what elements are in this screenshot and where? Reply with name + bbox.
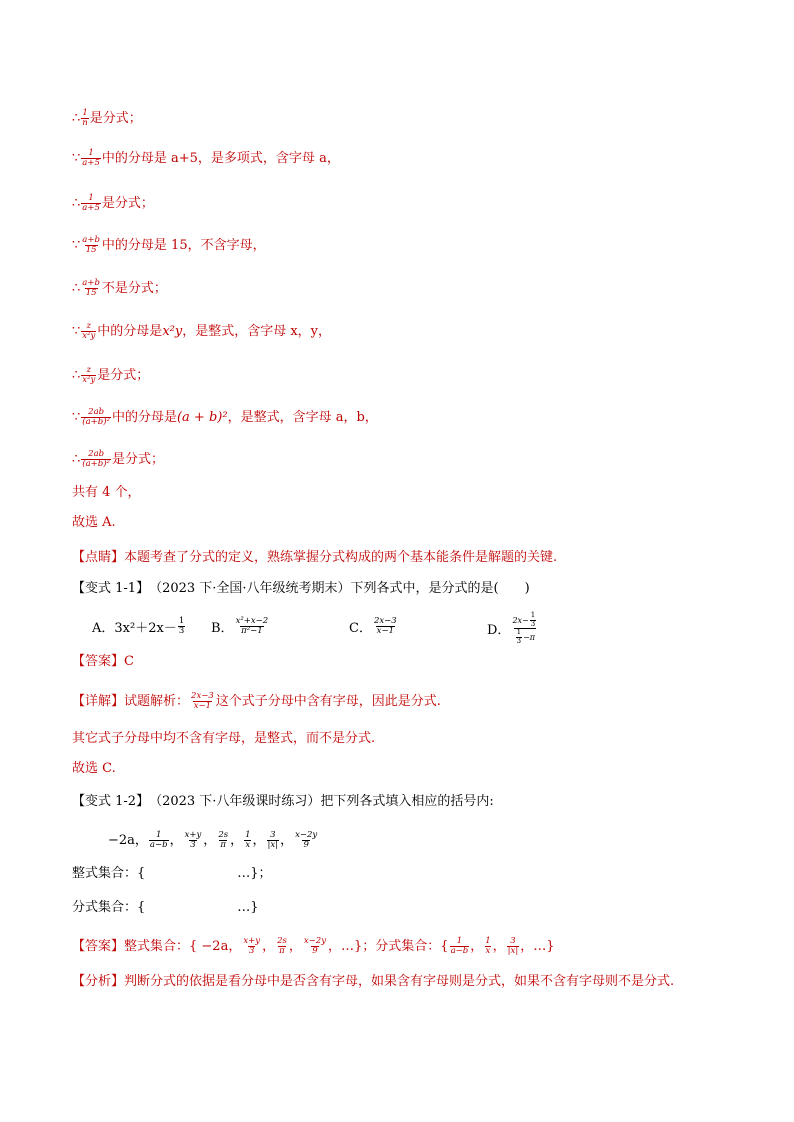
math-expression: x²y bbox=[162, 323, 183, 339]
option-b bbox=[211, 617, 270, 636]
numerator: 1 bbox=[245, 830, 251, 840]
denominator: π bbox=[279, 946, 285, 956]
answer-text: …}；分式集合：{ bbox=[341, 938, 449, 954]
total-count bbox=[72, 485, 141, 501]
analysis-line bbox=[72, 974, 674, 990]
denominator: a+5 bbox=[82, 158, 100, 168]
option-label: B． bbox=[211, 621, 234, 636]
denominator: n bbox=[82, 118, 88, 128]
denominator: 3 bbox=[190, 840, 196, 850]
numerator: x²+x−2 bbox=[235, 616, 269, 626]
line-6 bbox=[72, 322, 331, 341]
denominator: 15 bbox=[85, 288, 97, 298]
numerator: 3 bbox=[270, 830, 276, 840]
fraction bbox=[276, 937, 288, 956]
question-text: （2023 下·全国·八年级统考期末）下列各式中，是分式的是( ) bbox=[149, 581, 530, 596]
fraction bbox=[81, 194, 101, 213]
denominator bbox=[514, 628, 536, 645]
line-text: 不是分式； bbox=[101, 280, 167, 296]
numerator: 2x−3 bbox=[373, 616, 397, 626]
variant-tag: 【变式 1-1】 bbox=[72, 581, 150, 596]
variant-tag: 【变式 1-2】 bbox=[72, 794, 150, 809]
fraction bbox=[81, 408, 111, 427]
denominator: π bbox=[220, 840, 226, 850]
fraction bbox=[81, 236, 101, 255]
set-tail: …} bbox=[237, 900, 259, 915]
denominator: |x| bbox=[507, 946, 519, 956]
denominator: |x| bbox=[267, 840, 279, 850]
detail-line-2 bbox=[72, 731, 375, 747]
inner-fraction bbox=[516, 629, 522, 645]
line-text: 故选 A. bbox=[72, 515, 116, 530]
denominator: a+5 bbox=[82, 203, 100, 213]
numerator: 1 bbox=[178, 616, 185, 626]
line-text: ，是整式，含字母 a，b， bbox=[227, 409, 378, 425]
option-c bbox=[349, 617, 399, 636]
numerator: x−2y bbox=[303, 936, 327, 946]
integer-set-line bbox=[72, 866, 272, 882]
denominator-text: −π bbox=[523, 632, 536, 642]
variant-1-1-question bbox=[72, 581, 530, 597]
separator: ， bbox=[203, 832, 217, 848]
fraction bbox=[244, 831, 251, 850]
numerator: 1 bbox=[88, 148, 94, 158]
answer-line-1 bbox=[72, 654, 134, 670]
separator: ， bbox=[288, 938, 302, 954]
denominator: π²−1 bbox=[241, 626, 263, 636]
denominator: x²y bbox=[82, 331, 96, 341]
numerator: z bbox=[86, 321, 92, 331]
numerator: x−2y bbox=[295, 830, 318, 840]
numerator: a+b bbox=[82, 235, 100, 245]
line-9 bbox=[72, 450, 164, 469]
line-5 bbox=[72, 279, 167, 298]
denominator: x²y bbox=[82, 375, 96, 385]
therefore-symbol: ∴ bbox=[72, 367, 81, 383]
question-text: （2023 下·八年级课时练习）把下列各式填入相应的括号内: bbox=[149, 794, 494, 809]
answer-text: C bbox=[124, 654, 134, 669]
option-a bbox=[92, 617, 186, 636]
fraction bbox=[178, 617, 185, 636]
fraction bbox=[190, 692, 215, 711]
numerator: 2s bbox=[218, 830, 229, 840]
option-label: A． bbox=[92, 621, 115, 636]
fraction bbox=[267, 831, 280, 850]
denominator: (a+b)² bbox=[82, 459, 110, 469]
line-text: 是分式； bbox=[101, 195, 154, 211]
separator: ， bbox=[328, 938, 342, 954]
line-3 bbox=[72, 194, 154, 213]
therefore-symbol: ∴ bbox=[72, 195, 81, 211]
fraction bbox=[450, 937, 470, 956]
line-4 bbox=[72, 236, 266, 255]
fraction bbox=[294, 831, 318, 850]
denominator: x bbox=[485, 946, 491, 956]
fraction bbox=[373, 617, 398, 636]
dianjing-text: 本题考查了分式的定义，熟练掌握分式构成的两个基本能条件是解题的关键. bbox=[124, 550, 558, 565]
separator: ， bbox=[470, 938, 484, 954]
line-text: 中的分母是 15，不含字母， bbox=[101, 237, 266, 253]
therefore-symbol: ∴ bbox=[72, 451, 81, 467]
separator: ， bbox=[252, 832, 266, 848]
line-text: 是分式； bbox=[111, 451, 164, 467]
numerator: 1 bbox=[82, 108, 88, 118]
fraction bbox=[242, 937, 261, 956]
choose-a bbox=[72, 515, 116, 531]
fraction bbox=[217, 831, 229, 850]
analysis-text: 判断分式的依据是看分母中是否含有字母，如果含有字母则是分式，如果不含有字母则不是分式. bbox=[124, 974, 675, 989]
answer-line-2 bbox=[72, 937, 555, 956]
expression-list bbox=[108, 831, 319, 850]
line-8 bbox=[72, 408, 378, 427]
answer-tag: 【答案】 bbox=[72, 938, 125, 954]
line-text: 共有 4 个， bbox=[72, 485, 141, 500]
numerator: 1 bbox=[516, 628, 522, 636]
denominator: 9 bbox=[303, 840, 309, 850]
inner-fraction bbox=[530, 612, 536, 628]
fraction bbox=[81, 279, 101, 298]
fraction bbox=[184, 831, 203, 850]
therefore-symbol: ∴ bbox=[72, 110, 81, 126]
numerator: 1 bbox=[156, 830, 162, 840]
numerator: 2ab bbox=[88, 407, 105, 417]
because-symbol: ∵ bbox=[72, 323, 81, 339]
denominator: 15 bbox=[85, 245, 97, 255]
denominator: a−b bbox=[450, 946, 469, 956]
denominator: a−b bbox=[149, 840, 168, 850]
line-2 bbox=[72, 149, 340, 168]
numerator: 1 bbox=[88, 193, 94, 203]
fraction bbox=[81, 149, 101, 168]
dianjing-line bbox=[72, 550, 557, 566]
set-label: 整式集合：{ bbox=[72, 866, 146, 881]
separator: ， bbox=[169, 832, 183, 848]
line-text: 是分式； bbox=[97, 367, 150, 383]
because-symbol: ∵ bbox=[72, 409, 81, 425]
line-text: 是分式； bbox=[89, 110, 142, 126]
set-tail: …}； bbox=[237, 866, 272, 881]
detail-text: 这个式子分母中含有字母，因此是分式. bbox=[215, 693, 441, 709]
separator: ， bbox=[262, 938, 276, 954]
nested-fraction bbox=[511, 612, 538, 645]
fraction bbox=[303, 937, 327, 956]
numerator: 3 bbox=[510, 936, 516, 946]
denominator: x bbox=[245, 840, 251, 850]
line-7 bbox=[72, 366, 149, 385]
option-expression: 3x²＋2x－ bbox=[114, 621, 177, 636]
separator: ， bbox=[230, 832, 244, 848]
numerator: a+b bbox=[82, 278, 100, 288]
line-text: ，是整式，含字母 x，y， bbox=[182, 323, 332, 339]
numerator-text: 2x− bbox=[512, 615, 529, 625]
denominator: (a+b)² bbox=[82, 417, 110, 427]
set-label: 分式集合：{ bbox=[72, 900, 146, 915]
analysis-tag: 【分析】 bbox=[72, 974, 125, 989]
variant-1-2-question bbox=[72, 794, 494, 810]
math-expression: (a + b)² bbox=[176, 409, 228, 425]
denominator: 9 bbox=[312, 946, 318, 956]
line-text: 故选 C. bbox=[72, 761, 116, 776]
fraction bbox=[235, 617, 270, 636]
separator: ， bbox=[520, 938, 534, 954]
denominator: 3 bbox=[178, 626, 185, 636]
fraction bbox=[81, 109, 88, 128]
fraction bbox=[149, 831, 169, 850]
detail-tag: 【详解】 bbox=[72, 693, 125, 709]
therefore-symbol: ∴ bbox=[72, 280, 81, 296]
answer-text: …} bbox=[533, 938, 555, 954]
dianjing-tag: 【点睛】 bbox=[72, 550, 125, 565]
denominator: 3 bbox=[516, 636, 522, 645]
line-text: 其它式子分母中均不含有字母，是整式，而不是分式. bbox=[72, 731, 376, 746]
answer-text: 整式集合：{ −2a， bbox=[124, 938, 242, 954]
numerator: 2ab bbox=[88, 449, 105, 459]
line-1 bbox=[72, 109, 142, 128]
option-label: C． bbox=[349, 621, 372, 636]
numerator: 2x−3 bbox=[191, 691, 214, 701]
numerator: z bbox=[86, 365, 92, 375]
numerator: 2s bbox=[277, 936, 287, 946]
fraction bbox=[81, 322, 96, 341]
numerator: 1 bbox=[530, 611, 536, 619]
because-symbol: ∵ bbox=[72, 150, 81, 166]
numerator: 1 bbox=[485, 936, 491, 946]
option-label: D． bbox=[487, 623, 511, 638]
fraction bbox=[81, 450, 111, 469]
detail-line bbox=[72, 692, 441, 711]
line-text: 中的分母是 a+5，是多项式，含字母 a， bbox=[101, 150, 340, 166]
expression: −2a， bbox=[108, 832, 148, 848]
answer-tag: 【答案】 bbox=[72, 654, 125, 669]
choose-c bbox=[72, 761, 116, 777]
denominator: 3 bbox=[530, 619, 536, 628]
numerator: x+y bbox=[184, 830, 202, 840]
numerator: x+y bbox=[243, 936, 261, 946]
numerator bbox=[511, 612, 538, 628]
denominator: x−1 bbox=[193, 701, 212, 711]
line-text: 中的分母是 bbox=[97, 323, 163, 339]
separator: ， bbox=[492, 938, 506, 954]
denominator: 3 bbox=[248, 946, 255, 956]
option-d bbox=[487, 612, 539, 645]
fraction-set-line bbox=[72, 900, 259, 916]
because-symbol: ∵ bbox=[72, 237, 81, 253]
line-text: 中的分母是 bbox=[111, 409, 177, 425]
detail-prefix: 试题解析： bbox=[124, 693, 190, 709]
fraction bbox=[484, 937, 491, 956]
numerator: 1 bbox=[456, 936, 463, 946]
fraction bbox=[81, 366, 96, 385]
separator: ， bbox=[280, 832, 294, 848]
denominator: x−1 bbox=[376, 626, 394, 636]
fraction bbox=[507, 937, 520, 956]
